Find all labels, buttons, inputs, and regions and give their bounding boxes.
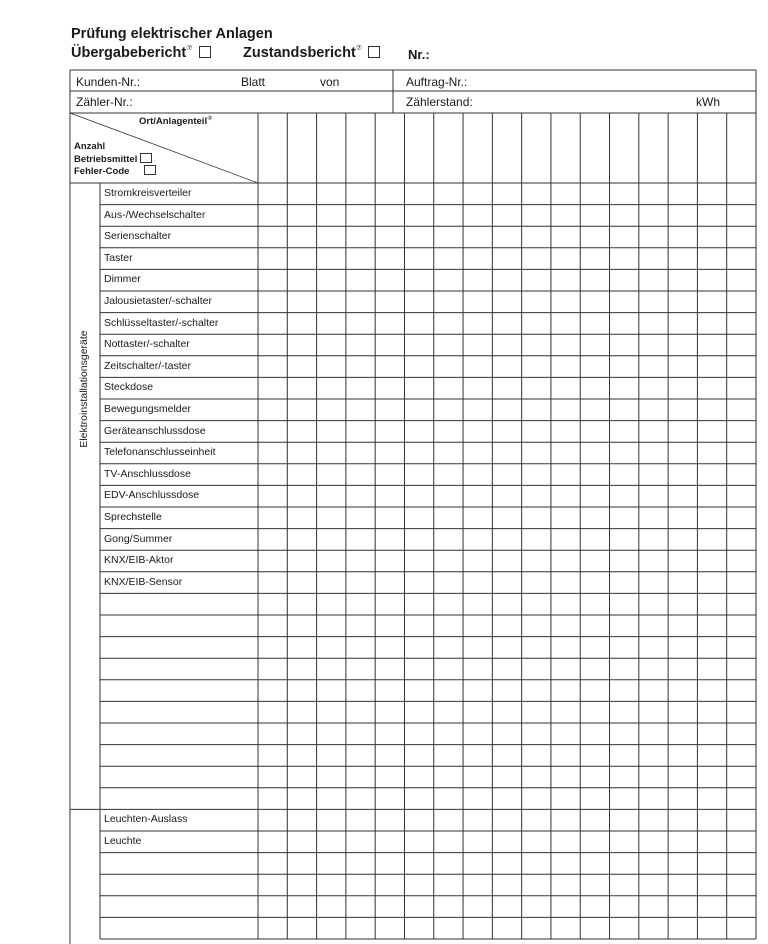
handover-footnote-mark: ⑦ xyxy=(186,45,193,52)
device-row-label-16: Sprechstelle xyxy=(104,511,162,523)
device-row-label-7: Schlüsseltaster/-schalter xyxy=(104,316,219,329)
report-number-label: Nr.: xyxy=(408,47,430,62)
device-row-label-3: Serienschalter xyxy=(104,230,172,243)
group-installation-devices-label: Elektroinstallationsgeräte xyxy=(78,330,90,448)
device-row-label-19: KNX/EIB-Sensor xyxy=(104,575,183,588)
form-title: Prüfung elektrischer Anlagen xyxy=(71,26,273,42)
meter-reading-label: Zählerstand: xyxy=(406,95,473,109)
device-row-label-5: Dimmer xyxy=(104,273,141,286)
device-row-label-6: Jalousietaster/-schalter xyxy=(104,295,212,307)
device-row-label-14: TV-Anschlussdose xyxy=(104,467,191,480)
order-number-label: Auftrag-Nr.: xyxy=(406,75,468,89)
device-row-label-12: Geräteanschlussdose xyxy=(104,424,206,437)
customer-number-label: Kunden-Nr.: xyxy=(76,75,141,89)
corner-diagonal xyxy=(70,113,258,183)
kwh-unit-label: kWh xyxy=(696,95,720,109)
fault-code-label: Fehler-Code xyxy=(74,166,130,177)
count-label: Anzahl xyxy=(74,141,106,152)
device-row-label-2: Aus-/Wechselschalter xyxy=(104,208,206,221)
meter-number-label: Zähler-Nr.: xyxy=(76,95,133,109)
location-footnote-mark: ⑧ xyxy=(207,116,213,122)
luminaire-row-label-2: Leuchte xyxy=(104,835,142,847)
sheet-label: Blatt xyxy=(241,75,266,89)
condition-footnote-mark: ⑦ xyxy=(355,45,363,52)
handover-report-label: Übergabebericht xyxy=(71,45,187,61)
luminaire-row-label-1: Leuchten-Auslass xyxy=(104,813,188,826)
device-row-label-1: Stromkreisverteiler xyxy=(104,187,192,199)
device-row-label-9: Zeitschalter/-taster xyxy=(104,359,191,372)
device-row-label-17: Gong/Summer xyxy=(104,532,173,545)
device-row-label-8: Nottaster/-schalter xyxy=(104,338,190,351)
equipment-label: Betriebsmittel xyxy=(74,153,138,165)
device-row-label-18: KNX/EIB-Aktor xyxy=(104,554,174,567)
device-row-label-13: Telefonanschlusseinheit xyxy=(104,446,216,459)
sheet-of-label: von xyxy=(320,75,340,89)
device-row-label-10: Steckdose xyxy=(104,381,154,394)
condition-report-label: Zustandsbericht xyxy=(243,45,356,61)
device-row-label-11: Bewegungsmelder xyxy=(104,403,191,415)
location-header-label: Ort/Anlagenteil xyxy=(139,116,208,128)
device-row-label-15: EDV-Anschlussdose xyxy=(104,489,200,502)
device-row-label-4: Taster xyxy=(104,251,133,264)
